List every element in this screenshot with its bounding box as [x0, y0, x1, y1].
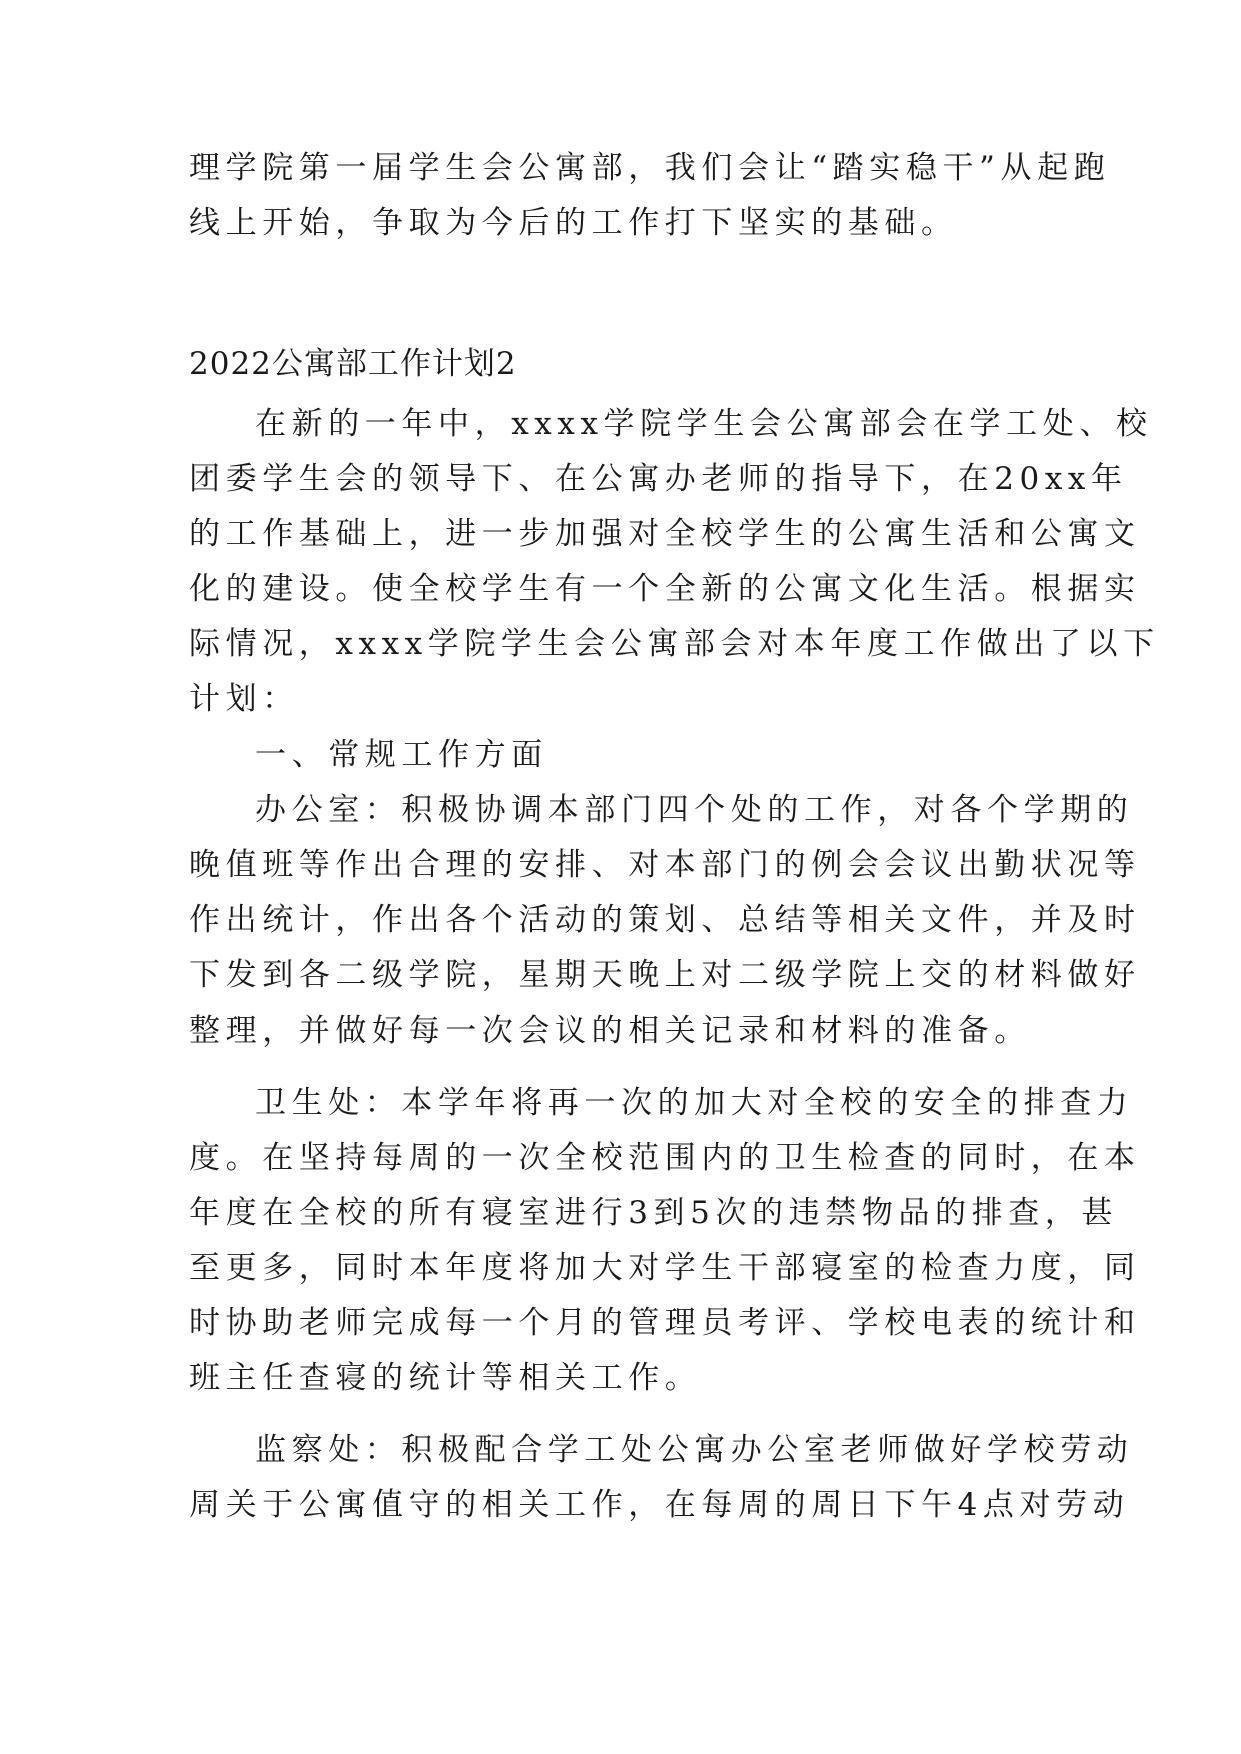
hygiene-line-5: 时协助老师完成每一个月的管理员考评、学校电表的统计和	[189, 1305, 1141, 1341]
paragraph-1-line-3: 的工作基础上，进一步加强对全校学生的公寓生活和公寓文	[189, 516, 1141, 552]
intro-line-2: 线上开始，争取为今后的工作打下坚实的基础。	[189, 205, 958, 241]
paragraph-1-line-6: 计划：	[189, 681, 299, 717]
hygiene-line-2: 度。在坚持每周的一次全校范围内的卫生检查的同时，在本	[189, 1140, 1141, 1176]
paragraph-1-line-1: 在新的一年中，xxxx学院学生会公寓部会在学工处、校	[255, 406, 1153, 442]
paragraph-1-line-5: 际情况，xxxx学院学生会公寓部会对本年度工作做出了以下	[189, 626, 1160, 662]
office-line-1: 办公室：积极协调本部门四个处的工作，对各个学期的	[255, 792, 1134, 828]
hygiene-line-6: 班主任查寝的统计等相关工作。	[189, 1360, 702, 1396]
hygiene-line-3: 年度在全校的所有寝室进行3到5次的违禁物品的排查，甚	[189, 1195, 1119, 1231]
hygiene-line-4: 至更多，同时本年度将加大对学生干部寝室的检查力度，同	[189, 1250, 1141, 1286]
subheading-routine-work: 一、常规工作方面	[255, 737, 548, 773]
paragraph-1-line-2: 团委学生会的领导下、在公寓办老师的指导下，在20xx年	[189, 461, 1128, 497]
supervision-line-1: 监察处：积极配合学工处公寓办公室老师做好学校劳动	[255, 1432, 1134, 1468]
intro-line-1: 理学院第一届学生会公寓部，我们会让“踏实稳干”从起跑	[189, 150, 1111, 186]
office-line-5: 整理，并做好每一次会议的相关记录和材料的准备。	[189, 1013, 1031, 1049]
hygiene-line-1: 卫生处：本学年将再一次的加大对全校的安全的排查力	[255, 1085, 1134, 1121]
office-line-2: 晚值班等作出合理的安排、对本部门的例会会议出勤状况等	[189, 847, 1141, 883]
supervision-line-2: 周关于公寓值守的相关工作，在每周的周日下午4点对劳动	[189, 1487, 1130, 1523]
section-heading: 2022公寓部工作计划2	[189, 346, 517, 382]
office-line-4: 下发到各二级学院，星期天晚上对二级学院上交的材料做好	[189, 957, 1141, 993]
paragraph-1-line-4: 化的建设。使全校学生有一个全新的公寓文化生活。根据实	[189, 571, 1141, 607]
office-line-3: 作出统计，作出各个活动的策划、总结等相关文件，并及时	[189, 902, 1141, 938]
